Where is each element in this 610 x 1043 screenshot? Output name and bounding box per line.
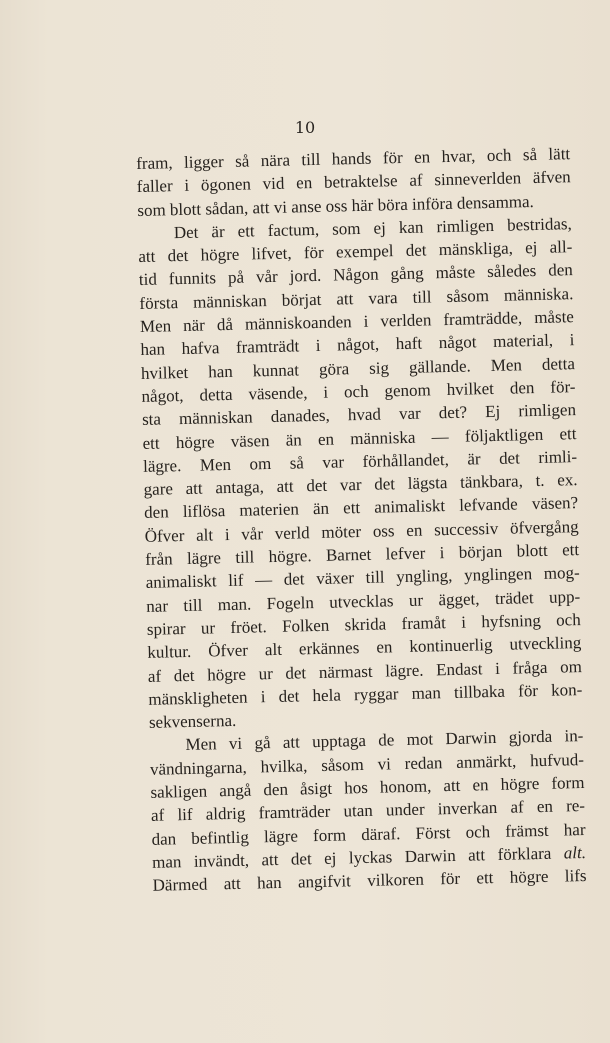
- text-line-content: något, detta väsende, i och genom hvilket den för-: [141, 377, 576, 406]
- text-line-content: sakligen angå den åsigt hos honom, att en högre form: [150, 773, 585, 802]
- text-line-content: Öfver alt i vår verld möter oss en successiv öfvergång: [144, 516, 579, 546]
- body-text: [136, 142, 587, 897]
- text-line-content: den liflösa materien än ett animaliskt lefvande väsen?: [143, 493, 579, 523]
- text-line-content: faller i ögonen vid en betraktelse af sinneverlden äfven: [136, 167, 571, 197]
- text-line-content: sta människan danades, hvad var det? Ej rimligen: [141, 400, 577, 430]
- text-line-content: vändningarna, hvilka, såsom vi redan anmärkt, hufvud-: [149, 749, 585, 779]
- text-line-content: fram, ligger så nära till hands för en hvar, och så lätt: [136, 144, 571, 173]
- text-line-content: från lägre till högre. Barnet lefver i början blott ett: [145, 540, 580, 569]
- text-line-content: tid funnits på vår jord. Någon gång måste således den: [138, 260, 574, 290]
- text-line-content: han hafva framträdt i något, haft något material, i: [140, 330, 575, 360]
- text-line-content: Därmed att han angifvit vilkoren för ett högre lifs: [152, 866, 587, 896]
- text-line-content: hvilket han kunnat göra sig gällande. Men detta: [140, 353, 576, 383]
- text-line-content: som blott sådan, att vi anse oss här böra införa densamma.: [137, 191, 535, 220]
- text-line-content: af lif aldrig framträder utan under inverkan af en re-: [150, 796, 586, 826]
- text-line-content: kultur. Öfver alt erkännes en kontinuerlig utveckling: [147, 633, 582, 663]
- text-line-content: lägre. Men om så var förhållandet, är det rimli-: [142, 446, 578, 476]
- text-line-content: Men när då människoanden i verlden framträdde, måste: [139, 307, 575, 337]
- text-line-content: att det högre lifvet, för exempel det mänskliga, ej all-: [138, 237, 573, 267]
- text-line-content: Det är ett factum, som ej kan rimligen bestridas,: [173, 214, 572, 243]
- text-line-content: sekvenserna.: [148, 710, 237, 732]
- text-line-content: nar till man. Fogeln utvecklas ur ägget, trädet upp-: [146, 586, 581, 616]
- text-line-content: af det högre ur det närmast lägre. Endast i fråga om: [147, 656, 582, 686]
- text-line-content: spirar ur fröet. Folken skrida framåt i hyfsning och: [146, 609, 581, 639]
- text-line-content: första människan börjat att vara till såsom människa.: [139, 283, 574, 313]
- text-line-content: man invändt, att det ej lyckas Darwin att förklara: [151, 843, 552, 872]
- text-line-content: gare att antaga, att det var det lägsta tänkbara, t. ex.: [143, 470, 578, 500]
- text-line-content: animaliskt lif — det växer till yngling, ynglingen mog-: [145, 563, 580, 593]
- text-line-content: mänskligheten i det hela ryggar man tillbaka för kon-: [148, 679, 583, 709]
- text-line-content: Men vi gå att upptaga de mot Darwin gjorda in-: [185, 726, 584, 755]
- text-line-content: dan befintlig lägre form däraf. Först och främst har: [151, 819, 586, 849]
- text-line-content: ett högre väsen än en människa — följaktligen ett: [142, 423, 577, 453]
- italic-word: alt.: [563, 842, 587, 863]
- page-number: 10: [294, 118, 316, 137]
